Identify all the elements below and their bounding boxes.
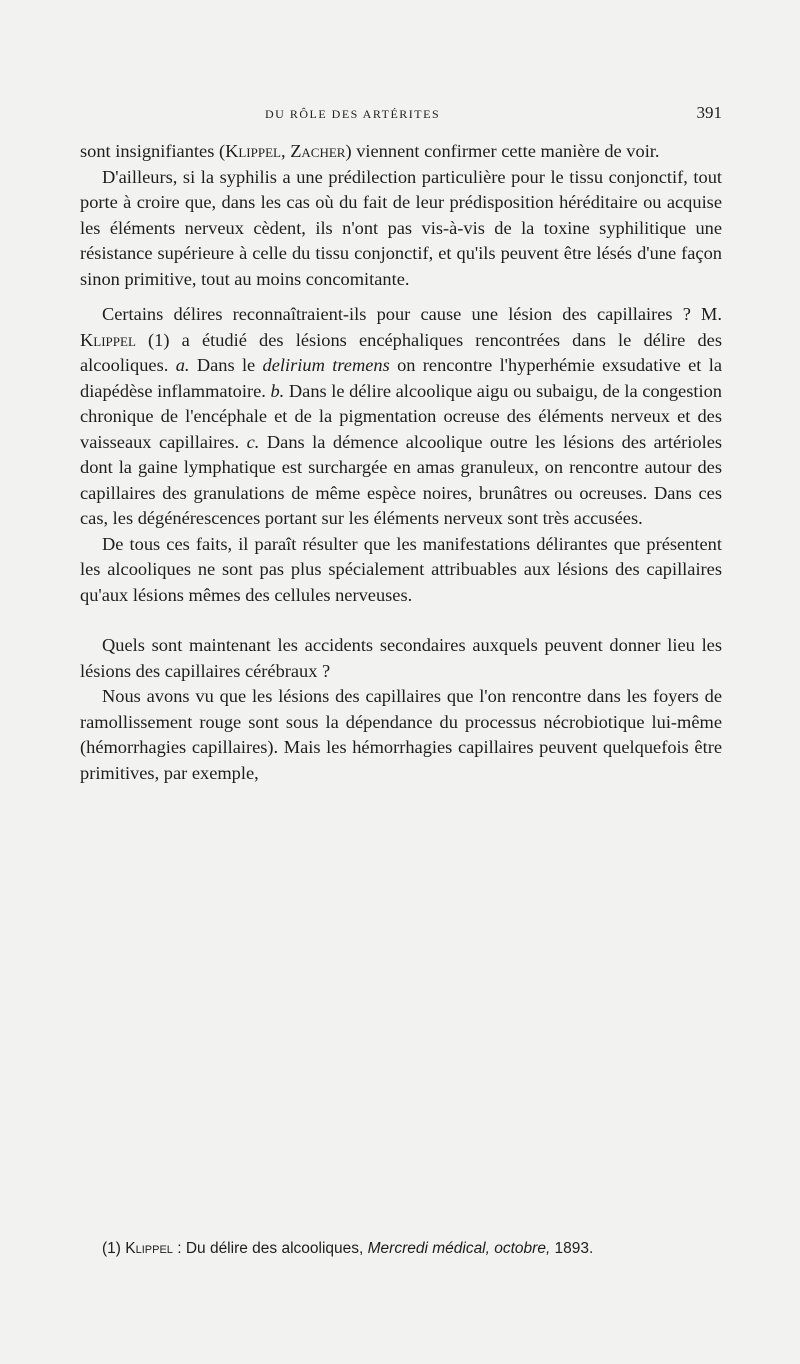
body-text (80, 139, 722, 786)
page-number: 391 (696, 103, 722, 122)
footnote-marker: (1) (102, 1240, 121, 1257)
running-title: DU RÔLE DES ARTÉRITES (265, 107, 441, 121)
page-header (80, 101, 722, 127)
footnote-author: Klippel (125, 1240, 173, 1257)
paragraph-6: Nous avons vu que les lésions des capillaires que l'on rencontre dans les foyers de ramollissement rouge sont sous la dépendance du processus nécrobiotique lui-même (hémorrhagies capillaires). Mais les hémorrhagies capillaires peuvent quelquefois être primitives, par exemple, (80, 686, 722, 783)
item-label: c. (246, 431, 260, 452)
paragraph-2: D'ailleurs, si la syphilis a une prédilection particulière pour le tissu conjonctif, tout porte à croire que, dans les cas où du fait de leur prédisposition héréditaire ou acquise les éléments nerveux cèdent, ils n'ont pas vis-à-vis de la toxine syphilitique une résistance supérieure à celle du tissu conjonctif, et qu'ils peuvent être lésés d'une façon sinon primitive, tout au moins concomitante. (80, 166, 722, 289)
footnote-1: (1) Klippel : Du délire des alcooliques, Mercredi médical, octobre, 1893. (102, 1240, 594, 1257)
author-name: Klippel (80, 329, 136, 350)
author-name: Klippel (225, 141, 281, 161)
author-name: Zacher (290, 141, 346, 161)
footnote-journal: Mercredi médical, octobre, (367, 1240, 551, 1257)
item-label: a. (175, 355, 190, 375)
paragraph-3: Certains délires reconnaîtraient-ils pour cause une lésion des capillaires ? M. Klippel (1) a étudié des lésions encéphaliques rencontrées dans le délire des alcooliques. a. Dans le delirium tremens on rencontre l'hyperhémie exsudative et la diapédèse inflammatoire. b. Dans le délire alcoolique aigu ou subaigu, de la congestion chronique de l'encéphale et de la pigmentation ocreuse des éléments nerveux et des vaisseaux capillaires. c. Dans la démence alcoolique outre les lésions des artérioles dont la gaine lymphatique est surchargée en amas granuleux, on rencontre autour des capillaires des granulations de même espèce noires, brunâtres ou ocreuses. Dans ces cas, les dégénérescences portant sur les éléments nerveux sont très accusées. (80, 304, 723, 528)
footnotes (80, 1238, 722, 1259)
paragraph-4: De tous ces faits, il paraît résulter que les manifestations délirantes que présentent les alcooliques ne sont pas plus spécialement attribuables aux lésions des capillaires qu'aux lésions mêmes des cellules nerveuses. (80, 533, 722, 605)
paragraph-5: Quels sont maintenant les accidents secondaires auxquels peuvent donner lieu les lésions des capillaires cérébraux ? (80, 635, 722, 681)
latin-term: delirium tremens (262, 355, 390, 375)
paragraph-1: sont insignifiantes (Klippel, Zacher) viennent confirmer cette manière de voir. (80, 141, 660, 161)
item-label: b. (270, 380, 285, 401)
